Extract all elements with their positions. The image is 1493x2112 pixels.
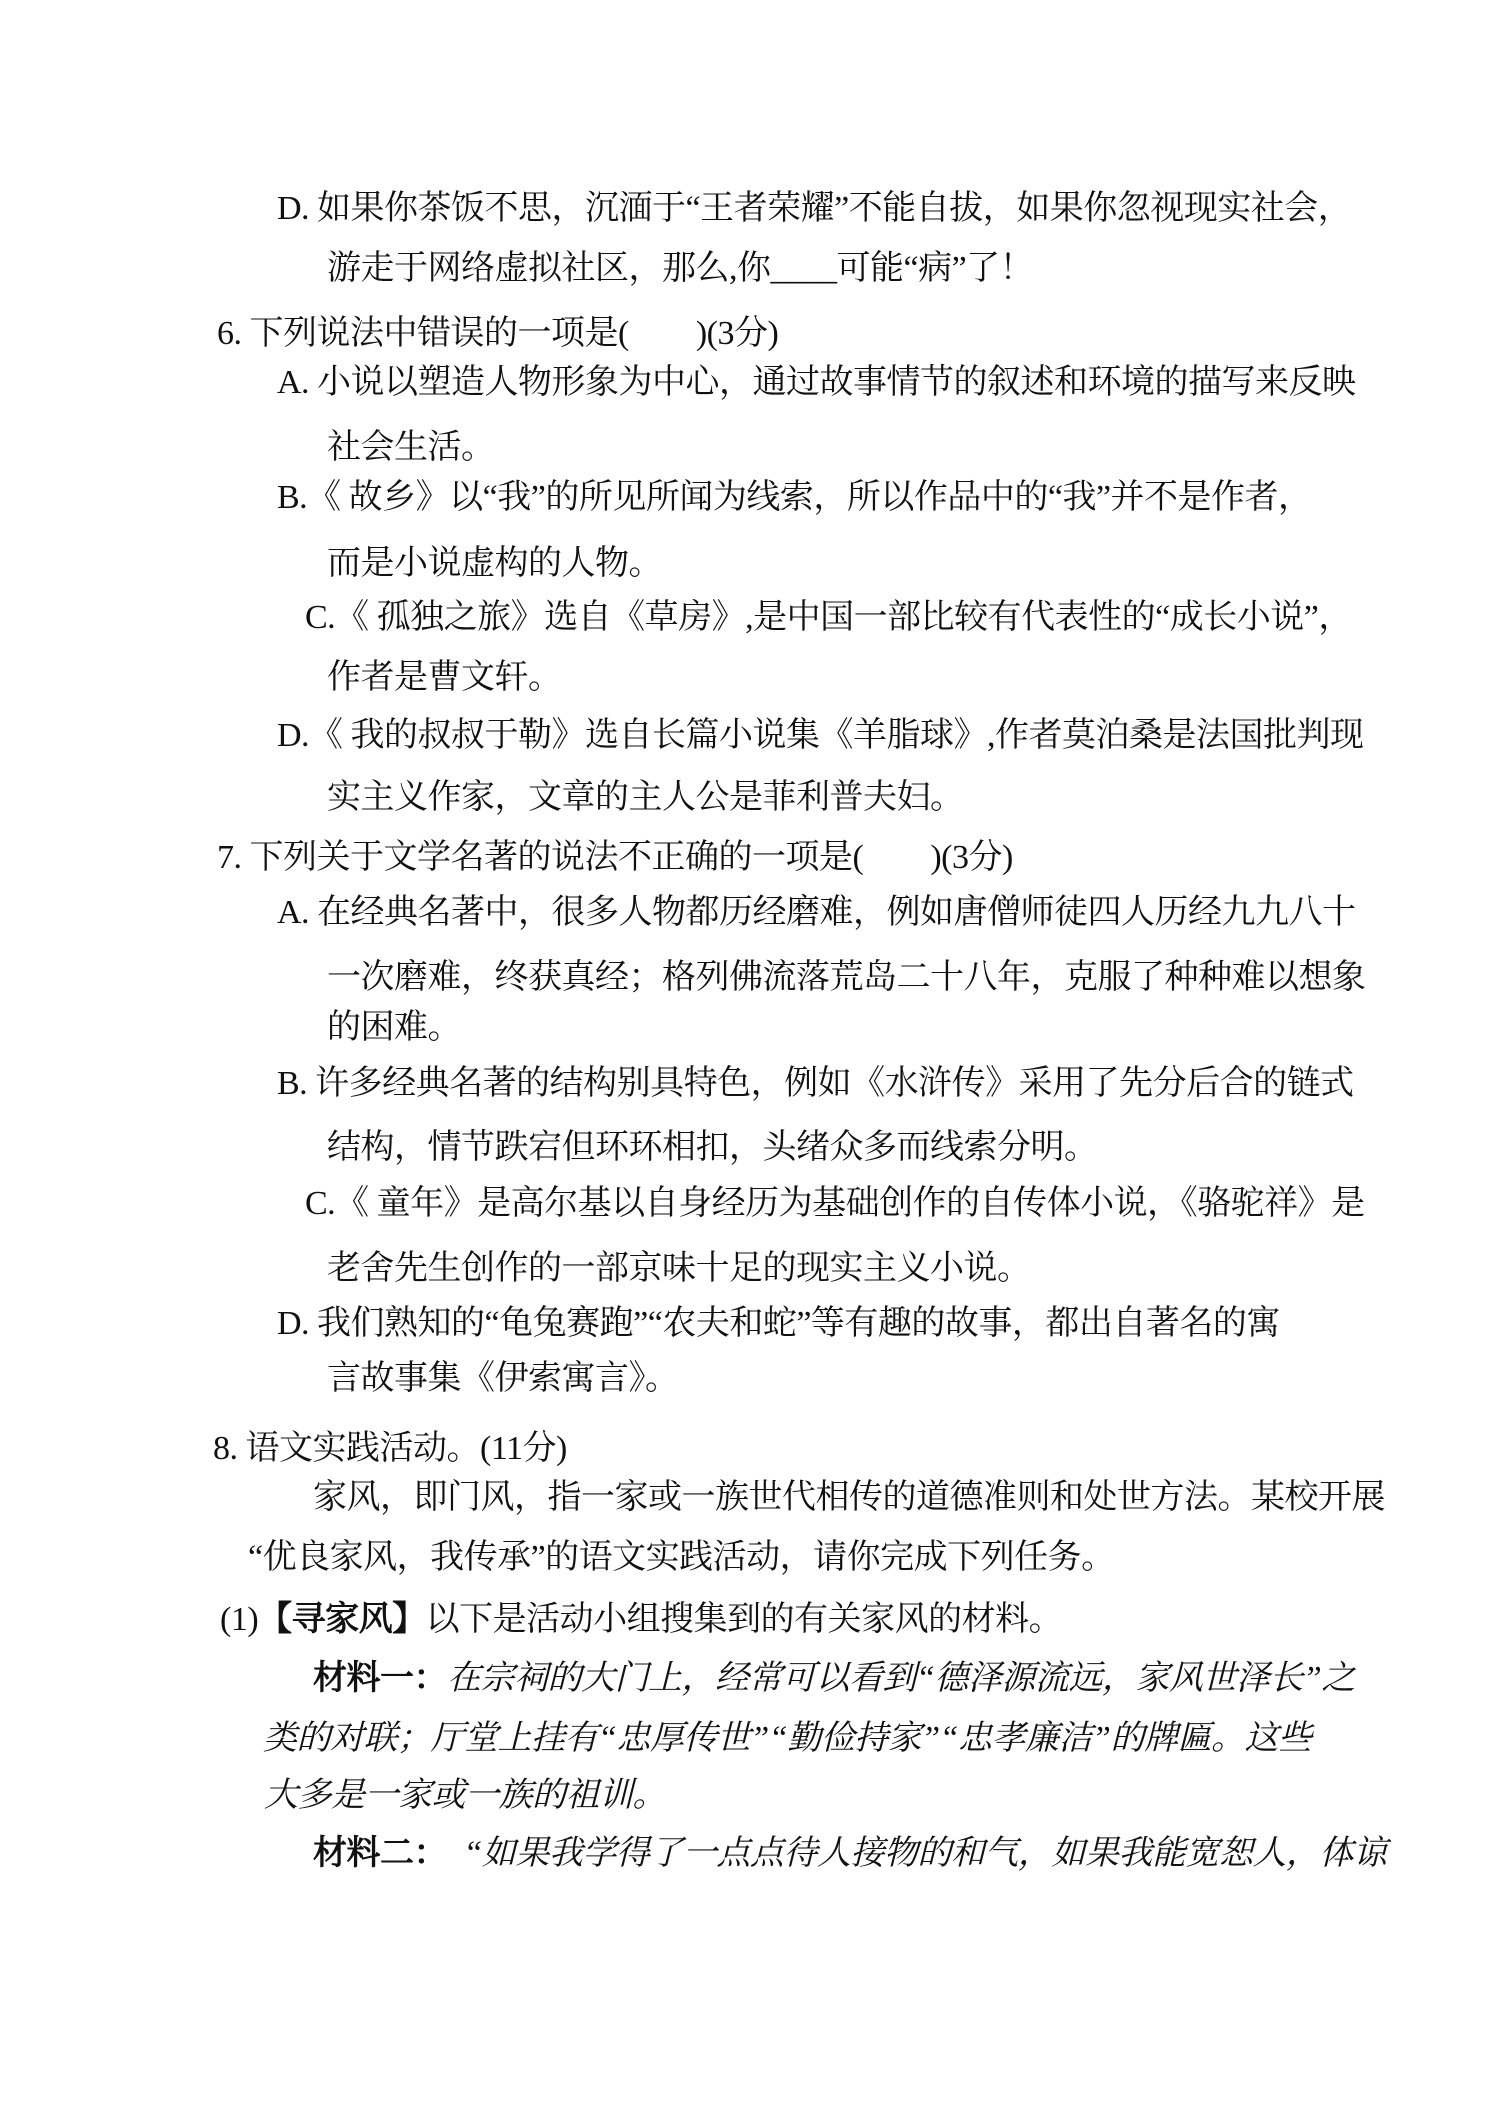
text-segment: 类的对联；厅堂上挂有“忠厚传世”“勤俭持家”“忠孝廉洁”的牌匾。这些 — [263, 1720, 1312, 1757]
text-segment: D. 如果你茶饭不思，沉湎于“王者荣耀”不能自拔，如果你忽视现实社会， — [277, 190, 1352, 227]
text-line — [313, 1832, 1386, 1875]
text-segment: 6. 下列说法中错误的一项是( )(3分) — [217, 315, 779, 352]
text-line — [327, 657, 562, 699]
text-line — [213, 1428, 567, 1470]
text-line — [264, 1775, 666, 1817]
text-segment: 社会生活。 — [327, 429, 495, 466]
text-segment: “如果我学得了一点点待人接物的和气，如果我能宽恕人，体谅 — [430, 1835, 1387, 1872]
text-line — [327, 1127, 1098, 1169]
text-segment: B. 许多经典名著的结构别具特色，例如《水浒传》采用了先分后合的链式 — [277, 1065, 1354, 1102]
text-segment: 作者是曹文轩。 — [327, 659, 562, 696]
text-line — [277, 1063, 1354, 1105]
text-line — [313, 1477, 1385, 1519]
text-segment: D. 我们熟知的“龟兔赛跑”“农夫和蛇”等有趣的故事，都出自著名的寓 — [277, 1305, 1280, 1342]
text-line — [248, 1537, 1115, 1579]
text-line — [277, 715, 1364, 757]
text-line — [277, 362, 1356, 404]
text-segment: “优良家风，我传承”的语文实践活动，请你完成下列任务。 — [248, 1539, 1115, 1576]
text-segment: 在宗祠的大门上，经常可以看到“德泽源流远，家风世泽长”之 — [447, 1660, 1355, 1697]
text-segment: 材料一： — [313, 1659, 447, 1697]
text-segment: C.《 孤独之旅》选自《草房》,是中国一部比较有代表性的“成长小说”， — [305, 599, 1352, 636]
text-line — [327, 957, 1366, 999]
text-line — [327, 1358, 679, 1400]
text-segment: 大多是一家或一族的祖训。 — [264, 1777, 666, 1814]
text-segment: 7. 下列关于文学名著的说法不正确的一项是( )(3分) — [217, 839, 1013, 876]
text-line — [263, 1718, 1311, 1760]
text-segment: 一次磨难，终获真经；格列佛流落荒岛二十八年，克服了种种难以想象 — [327, 959, 1366, 996]
text-line — [277, 1303, 1280, 1345]
text-segment: 而是小说虚构的人物。 — [327, 545, 662, 582]
text-segment: (1) — [220, 1601, 259, 1638]
text-segment: 言故事集《伊索寓言》。 — [327, 1360, 679, 1397]
text-line — [327, 248, 1033, 290]
text-segment: 结构，情节跌宕但环环相扣，头绪众多而线索分明。 — [327, 1129, 1098, 1166]
text-segment: A. 在经典名著中，很多人物都历经磨难，例如唐僧师徒四人历经九九八十 — [277, 894, 1356, 931]
text-segment: 8. 语文实践活动。(11分) — [213, 1430, 567, 1467]
text-line — [327, 427, 495, 469]
text-segment: B.《 故乡》以“我”的所见所闻为线索，所以作品中的“我”并不是作者， — [277, 479, 1312, 516]
text-line — [277, 892, 1356, 934]
text-segment: 游走于网络虚拟社区，那么,你____可能“病”了！ — [327, 250, 1034, 287]
text-segment: 的困难。 — [327, 1009, 461, 1046]
text-line — [305, 597, 1352, 639]
text-line — [313, 1657, 1355, 1700]
text-line — [277, 477, 1312, 519]
text-segment: D.《 我的叔叔于勒》选自长篇小说集《羊脂球》,作者莫泊桑是法国批判现 — [277, 717, 1364, 754]
text-line — [327, 1007, 461, 1049]
text-segment: 老舍先生创作的一部京味十足的现实主义小说。 — [327, 1250, 1031, 1287]
text-line — [327, 777, 964, 819]
text-line — [217, 837, 1013, 879]
text-line — [327, 1248, 1031, 1290]
text-line — [327, 543, 662, 585]
text-line — [277, 188, 1351, 230]
text-segment: 【寻家风】 — [258, 1600, 426, 1638]
text-line — [305, 1183, 1365, 1225]
text-segment: C.《 童年》是高尔基以自身经历为基础创作的自传体小说，《骆驼祥》是 — [305, 1185, 1365, 1222]
text-line — [217, 313, 778, 355]
text-segment: 以下是活动小组搜集到的有关家风的材料。 — [425, 1601, 1063, 1638]
text-segment: A. 小说以塑造人物形象为中心，通过故事情节的叙述和环境的描写来反映 — [277, 364, 1356, 401]
text-segment: 实主义作家，文章的主人公是菲利普夫妇。 — [327, 779, 964, 816]
text-line — [220, 1598, 1062, 1641]
text-segment: 材料二： — [313, 1834, 430, 1872]
text-segment: 家风，即门风，指一家或一族世代相传的道德准则和处世方法。某校开展 — [313, 1479, 1385, 1516]
